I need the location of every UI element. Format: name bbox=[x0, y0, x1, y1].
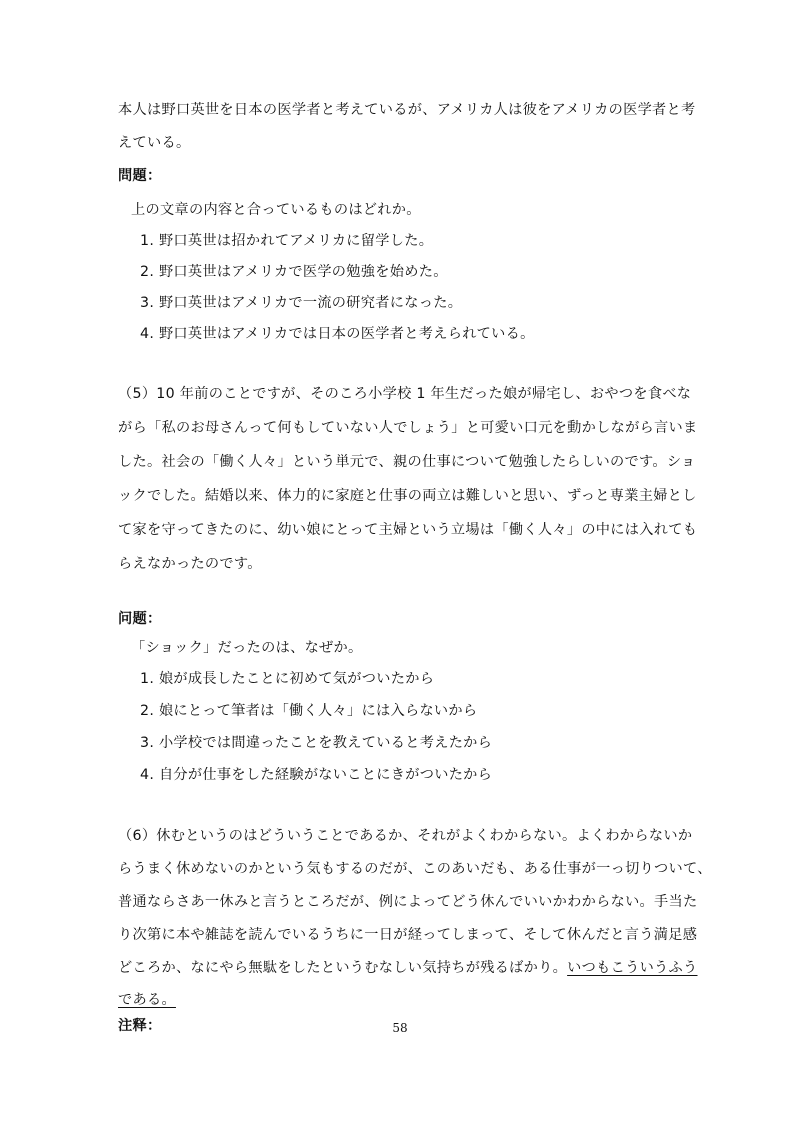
passage-line: ックでした。結婚以来、体力的に家庭と仕事の両立は難しいと思い、ずっと専業主婦とし bbox=[118, 488, 697, 504]
answer-option: 3. 野口英世はアメリカで一流の研究者になった。 bbox=[140, 295, 463, 311]
note-label: 注释： bbox=[118, 1018, 162, 1034]
passage-line: した。社会の「働く人々」という単元で、親の仕事について勉強したらしいのです。ショ bbox=[118, 454, 696, 470]
passage-line: えている。 bbox=[118, 135, 191, 151]
underlined-phrase: である。 bbox=[118, 992, 176, 1008]
passage-line: らえなかったのです。 bbox=[118, 556, 262, 572]
answer-option: 2. 娘にとって筆者は「働く人々」には入らないから bbox=[140, 703, 478, 719]
passage-line: て家を守ってきたのに、幼い娘にとって主婦という立場は「働く人々」の中には入れても bbox=[118, 522, 698, 538]
passage-line: がら「私のお母さんって何もしていない人でしょう」と可愛い口元を動かしながら言いま bbox=[118, 420, 698, 436]
answer-option: 1. 娘が成長したことに初めて気がついたから bbox=[140, 671, 435, 687]
passage-line: （6）休むというのはどういうことであるか、それがよくわからない。よくわからないか bbox=[118, 828, 693, 844]
answer-option: 4. 野口英世はアメリカでは日本の医学者と考えられている。 bbox=[140, 326, 535, 342]
question-text: 「ショック」だったのは、なぜか。 bbox=[131, 640, 363, 656]
answer-option: 4. 自分が仕事をした経験がないことにきがついたから bbox=[140, 767, 493, 783]
passage-line: り次第に本や雑誌を読んでいるうちに一日が経ってしまって、そして休んだと言う満足感 bbox=[118, 927, 698, 943]
page-number: 58 bbox=[392, 1021, 408, 1035]
question-label: 问题： bbox=[118, 611, 162, 627]
passage-line: 本人は野口英世を日本の医学者と考えているが、アメリカ人は彼をアメリカの医学者と考 bbox=[118, 102, 696, 118]
passage-text: どころか、なにやら無駄をしたというむなしい気持ちが残るばかり。 bbox=[118, 960, 568, 976]
passage-line bbox=[118, 990, 176, 1010]
answer-option: 3. 小学校では間違ったことを教えていると考えたから bbox=[140, 735, 493, 751]
passage-line: 普通ならさあ一休みと言うところだが、例によってどう休んでいいかわからない。手当た bbox=[118, 894, 698, 910]
underlined-phrase: いつもこういうふう bbox=[567, 960, 698, 976]
answer-option: 1. 野口英世は招かれてアメリカに留学した。 bbox=[140, 233, 434, 249]
question-text: 上の文章の内容と合っているものはどれか。 bbox=[131, 202, 421, 218]
passage-line bbox=[118, 958, 698, 978]
passage-line: らうまく休めないのかという気もするのだが、このあいだも、ある仕事が一っ切りついて、 bbox=[118, 861, 712, 877]
answer-option: 2. 野口英世はアメリカで医学の勉強を始めた。 bbox=[140, 264, 448, 280]
passage-line: （5）10 年前のことですが、そのころ小学校 1 年生だった娘が帰宅し、おやつを食べな bbox=[118, 386, 692, 402]
question-label: 問題： bbox=[118, 168, 162, 184]
